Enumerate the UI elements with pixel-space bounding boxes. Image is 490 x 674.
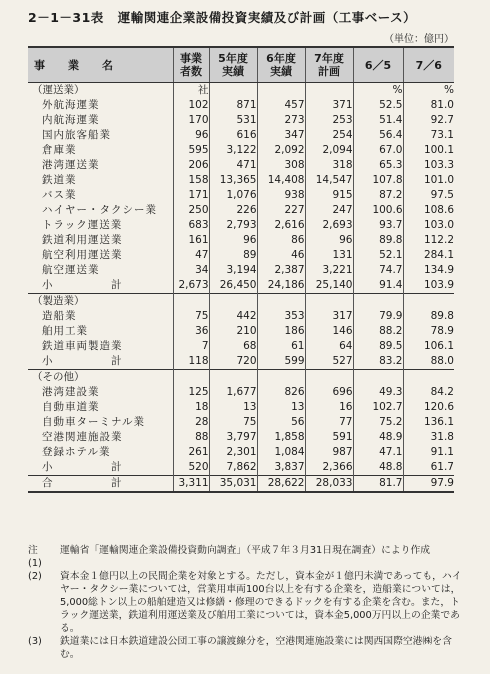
cell-fy7: 915 <box>305 188 353 203</box>
row-name: 登録ホテル業 <box>42 446 111 458</box>
empty-cell <box>209 370 257 386</box>
cell-fy7: 131 <box>305 248 353 263</box>
table-row <box>28 113 454 128</box>
table-title-text: 運輸関連企業設備投資実績及び計画（工事ベース） <box>117 10 417 25</box>
cell-count: 171 <box>173 188 209 203</box>
empty-cell <box>353 370 403 386</box>
cell-r65: 48.8 <box>353 460 403 476</box>
table-row <box>28 128 454 143</box>
cell-fy5 <box>209 83 257 99</box>
cell-fy7: 247 <box>305 203 353 218</box>
row-name: 国内旅客船業 <box>42 129 111 141</box>
row-name: 合 計 <box>28 476 173 493</box>
row-name: 鉄道車両製造業 <box>42 340 123 352</box>
empty-cell <box>403 294 454 310</box>
row-name: 港湾建設業 <box>42 386 100 398</box>
cell-fy6: 1,858 <box>257 430 305 445</box>
table-row <box>28 385 454 400</box>
table-number: 2－1－31表 <box>28 10 104 25</box>
cell-fy5: 75 <box>209 415 257 430</box>
cell-fy7: 317 <box>305 309 353 324</box>
subtotal-row <box>28 278 454 294</box>
table-row <box>28 248 454 263</box>
cell-fy7: 987 <box>305 445 353 460</box>
cell-fy6: 938 <box>257 188 305 203</box>
row-name: 小 計 <box>42 279 123 291</box>
header-ratio-7-6: 7／6 <box>403 47 454 83</box>
table-row <box>28 445 454 460</box>
row-name: 小 計 <box>42 461 123 473</box>
table-row <box>28 188 454 203</box>
cell-r76: 91.1 <box>403 445 454 460</box>
cell-count: 125 <box>173 385 209 400</box>
cell-fy5: 210 <box>209 324 257 339</box>
subtotal-row <box>28 354 454 370</box>
cell-fy6: 826 <box>257 385 305 400</box>
cell-count: 595 <box>173 143 209 158</box>
cell-count: 18 <box>173 400 209 415</box>
cell-count: 161 <box>173 233 209 248</box>
table-row <box>28 158 454 173</box>
cell-r65: 100.6 <box>353 203 403 218</box>
table-row <box>28 415 454 430</box>
cell-fy5: 96 <box>209 233 257 248</box>
row-name: 鉄道業 <box>42 174 77 186</box>
cell-fy5: 3,122 <box>209 143 257 158</box>
empty-cell <box>257 370 305 386</box>
header-fy6: 6年度 実績 <box>257 47 305 83</box>
cell-fy5: 471 <box>209 158 257 173</box>
cell-fy7: 696 <box>305 385 353 400</box>
cell-r65: 81.7 <box>353 476 403 493</box>
cell-fy7: 25,140 <box>305 278 353 294</box>
cell-count: 520 <box>173 460 209 476</box>
cell-fy6: 61 <box>257 339 305 354</box>
cell-fy5: 616 <box>209 128 257 143</box>
cell-r65: 48.9 <box>353 430 403 445</box>
cell-r65: 102.7 <box>353 400 403 415</box>
unit-row <box>28 83 454 99</box>
row-name: 倉庫業 <box>42 144 77 156</box>
cell-r76: 108.6 <box>403 203 454 218</box>
cell-fy5: 13,365 <box>209 173 257 188</box>
cell-r65: 87.2 <box>353 188 403 203</box>
cell-r65: 52.5 <box>353 98 403 113</box>
cell-count: 170 <box>173 113 209 128</box>
cell-count: 28 <box>173 415 209 430</box>
cell-r65: 65.3 <box>353 158 403 173</box>
table-row <box>28 173 454 188</box>
cell-r76: 103.9 <box>403 278 454 294</box>
cell-fy6: 353 <box>257 309 305 324</box>
cell-r76: 92.7 <box>403 113 454 128</box>
cell-r76: 73.1 <box>403 128 454 143</box>
cell-fy7: 146 <box>305 324 353 339</box>
cell-fy6: 308 <box>257 158 305 173</box>
table-title <box>28 8 416 26</box>
cell-r76: 89.8 <box>403 309 454 324</box>
header-ratio-6-5: 6／5 <box>353 47 403 83</box>
cell-count: 2,673 <box>173 278 209 294</box>
cell-fy6: 56 <box>257 415 305 430</box>
cell-count: 158 <box>173 173 209 188</box>
cell-r76: 31.8 <box>403 430 454 445</box>
cell-fy6: 1,084 <box>257 445 305 460</box>
cell-fy7: 591 <box>305 430 353 445</box>
cell-r76: 103.0 <box>403 218 454 233</box>
empty-cell <box>209 294 257 310</box>
empty-cell <box>173 370 209 386</box>
cell-r65: 93.7 <box>353 218 403 233</box>
table-row <box>28 309 454 324</box>
cell-r76: 106.1 <box>403 339 454 354</box>
cell-fy6: 347 <box>257 128 305 143</box>
table-row <box>28 98 454 113</box>
row-name: 小 計 <box>42 355 123 367</box>
cell-r65: 51.4 <box>353 113 403 128</box>
cell-fy6: 227 <box>257 203 305 218</box>
cell-fy6: 273 <box>257 113 305 128</box>
cell-fy7: 2,094 <box>305 143 353 158</box>
cell-r76: 134.9 <box>403 263 454 278</box>
note-1: 注 (1) 運輸省「運輸関連企業設備投資動向調査」（平成７年３月31日現在調査）により作成 <box>28 545 431 569</box>
cell-count: 社 <box>173 83 209 99</box>
section-header-row <box>28 294 454 310</box>
cell-count: 683 <box>173 218 209 233</box>
cell-fy6: 2,616 <box>257 218 305 233</box>
cell-fy5: 3,194 <box>209 263 257 278</box>
cell-fy6: 86 <box>257 233 305 248</box>
cell-count: 36 <box>173 324 209 339</box>
row-name: 航空利用運送業 <box>42 249 123 261</box>
cell-count: 102 <box>173 98 209 113</box>
cell-r65: 91.4 <box>353 278 403 294</box>
cell-fy7: 77 <box>305 415 353 430</box>
row-name: 港湾運送業 <box>42 159 100 171</box>
section-header-row <box>28 370 454 386</box>
cell-r76: 103.3 <box>403 158 454 173</box>
cell-fy6: 13 <box>257 400 305 415</box>
header-row <box>28 47 454 83</box>
cell-fy5: 2,301 <box>209 445 257 460</box>
cell-r65: 89.5 <box>353 339 403 354</box>
table-row <box>28 324 454 339</box>
cell-fy7: 16 <box>305 400 353 415</box>
cell-fy7: 2,693 <box>305 218 353 233</box>
cell-r65: % <box>353 83 403 99</box>
cell-fy7: 3,221 <box>305 263 353 278</box>
cell-fy5: 531 <box>209 113 257 128</box>
cell-r76: 101.0 <box>403 173 454 188</box>
cell-fy6: 2,092 <box>257 143 305 158</box>
cell-count: 34 <box>173 263 209 278</box>
cell-fy7: 2,366 <box>305 460 353 476</box>
cell-fy7: 254 <box>305 128 353 143</box>
cell-fy5: 7,862 <box>209 460 257 476</box>
cell-fy7: 318 <box>305 158 353 173</box>
header-fy5: 5年度 実績 <box>209 47 257 83</box>
table-row <box>28 339 454 354</box>
row-name: 航空運送業 <box>42 264 100 276</box>
cell-fy7: 64 <box>305 339 353 354</box>
cell-r76: 81.0 <box>403 98 454 113</box>
cell-r65: 74.7 <box>353 263 403 278</box>
empty-cell <box>353 294 403 310</box>
note-2: (2) 資本金１億円以上の民間企業を対象とする。ただし，資本金が１億円未満であっても，ハイヤー・タクシー業については，営業用車両100台以上を有する企業を，造船業については，5,000総トン以上の船舶建造又は修繕・修理のできるドックを有する企業を含む。また，トラック運送業，鉄道利用運送業及び舶用工業については，資本金5,000万円以上の企業である。 <box>28 571 462 634</box>
cell-count: 47 <box>173 248 209 263</box>
empty-cell <box>173 294 209 310</box>
cell-r76: 88.0 <box>403 354 454 370</box>
cell-r76: 97.9 <box>403 476 454 493</box>
row-name: ハイヤー・タクシー業 <box>42 204 157 216</box>
cell-count: 118 <box>173 354 209 370</box>
table-row <box>28 430 454 445</box>
cell-fy6: 3,837 <box>257 460 305 476</box>
table-row <box>28 400 454 415</box>
cell-fy6: 28,622 <box>257 476 305 493</box>
cell-r65: 79.9 <box>353 309 403 324</box>
cell-count: 75 <box>173 309 209 324</box>
empty-cell <box>257 294 305 310</box>
cell-r76: 84.2 <box>403 385 454 400</box>
cell-r76: 78.9 <box>403 324 454 339</box>
row-name: バス業 <box>42 189 77 201</box>
cell-r65: 49.3 <box>353 385 403 400</box>
cell-fy5: 871 <box>209 98 257 113</box>
cell-r76: 97.5 <box>403 188 454 203</box>
cell-fy6 <box>257 83 305 99</box>
cell-r65: 83.2 <box>353 354 403 370</box>
cell-fy6: 2,387 <box>257 263 305 278</box>
investment-table <box>28 46 454 493</box>
cell-count: 250 <box>173 203 209 218</box>
cell-fy7: 527 <box>305 354 353 370</box>
cell-fy5: 3,797 <box>209 430 257 445</box>
row-name: 内航海運業 <box>42 114 100 126</box>
cell-fy7: 28,033 <box>305 476 353 493</box>
table-row <box>28 218 454 233</box>
cell-count: 96 <box>173 128 209 143</box>
row-name: 造船業 <box>42 310 77 322</box>
cell-fy6: 14,408 <box>257 173 305 188</box>
row-name: 自動車ターミナル業 <box>42 416 145 428</box>
cell-fy5: 442 <box>209 309 257 324</box>
unit-label: （単位：億円） <box>384 34 454 45</box>
cell-fy5: 720 <box>209 354 257 370</box>
cell-fy7: 14,547 <box>305 173 353 188</box>
cell-fy5: 13 <box>209 400 257 415</box>
cell-r76: 112.2 <box>403 233 454 248</box>
cell-fy6: 599 <box>257 354 305 370</box>
cell-fy5: 68 <box>209 339 257 354</box>
row-name: 空港関連施設業 <box>42 431 123 443</box>
cell-fy5: 1,677 <box>209 385 257 400</box>
notes <box>28 544 464 661</box>
cell-fy6: 46 <box>257 248 305 263</box>
cell-r76: % <box>403 83 454 99</box>
cell-r76: 61.7 <box>403 460 454 476</box>
cell-fy5: 26,450 <box>209 278 257 294</box>
table-row <box>28 233 454 248</box>
header-business-name: 事 業 名 <box>28 47 173 83</box>
empty-cell <box>305 294 353 310</box>
cell-r65: 47.1 <box>353 445 403 460</box>
cell-count: 261 <box>173 445 209 460</box>
cell-r65: 75.2 <box>353 415 403 430</box>
row-name: 鉄道利用運送業 <box>42 234 123 246</box>
cell-r65: 88.2 <box>353 324 403 339</box>
empty-cell <box>305 370 353 386</box>
cell-fy6: 24,186 <box>257 278 305 294</box>
table-row <box>28 143 454 158</box>
total-row <box>28 476 454 493</box>
row-name: トラック運送業 <box>42 219 123 231</box>
cell-fy7: 96 <box>305 233 353 248</box>
row-name: 外航海運業 <box>42 99 100 111</box>
cell-r65: 89.8 <box>353 233 403 248</box>
empty-cell <box>403 370 454 386</box>
cell-count: 3,311 <box>173 476 209 493</box>
cell-fy5: 2,793 <box>209 218 257 233</box>
cell-fy6: 457 <box>257 98 305 113</box>
cell-r76: 136.1 <box>403 415 454 430</box>
table-row <box>28 203 454 218</box>
table-row <box>28 263 454 278</box>
cell-count: 88 <box>173 430 209 445</box>
subtotal-row <box>28 460 454 476</box>
section-label: （その他） <box>28 370 173 386</box>
cell-r65: 67.0 <box>353 143 403 158</box>
cell-count: 206 <box>173 158 209 173</box>
cell-fy5: 35,031 <box>209 476 257 493</box>
row-name: 舶用工業 <box>42 325 88 337</box>
cell-fy5: 226 <box>209 203 257 218</box>
header-count: 事業 者数 <box>173 47 209 83</box>
cell-fy7: 253 <box>305 113 353 128</box>
header-fy7: 7年度 計画 <box>305 47 353 83</box>
cell-fy7: 371 <box>305 98 353 113</box>
cell-fy7 <box>305 83 353 99</box>
row-name: 自動車道業 <box>42 401 100 413</box>
cell-r65: 52.1 <box>353 248 403 263</box>
cell-fy5: 89 <box>209 248 257 263</box>
cell-r65: 107.8 <box>353 173 403 188</box>
cell-r65: 56.4 <box>353 128 403 143</box>
cell-r76: 120.6 <box>403 400 454 415</box>
cell-count: 7 <box>173 339 209 354</box>
cell-fy6: 186 <box>257 324 305 339</box>
section-label: （運送業） <box>32 84 85 96</box>
note-3: (3) 鉄道業には日本鉄道建設公団工事の譲渡線分を，空港関連施設業には関西国際空港㈱を含む。 <box>28 636 452 660</box>
cell-r76: 284.1 <box>403 248 454 263</box>
section-label: （製造業） <box>28 294 173 310</box>
cell-r76: 100.1 <box>403 143 454 158</box>
cell-fy5: 1,076 <box>209 188 257 203</box>
